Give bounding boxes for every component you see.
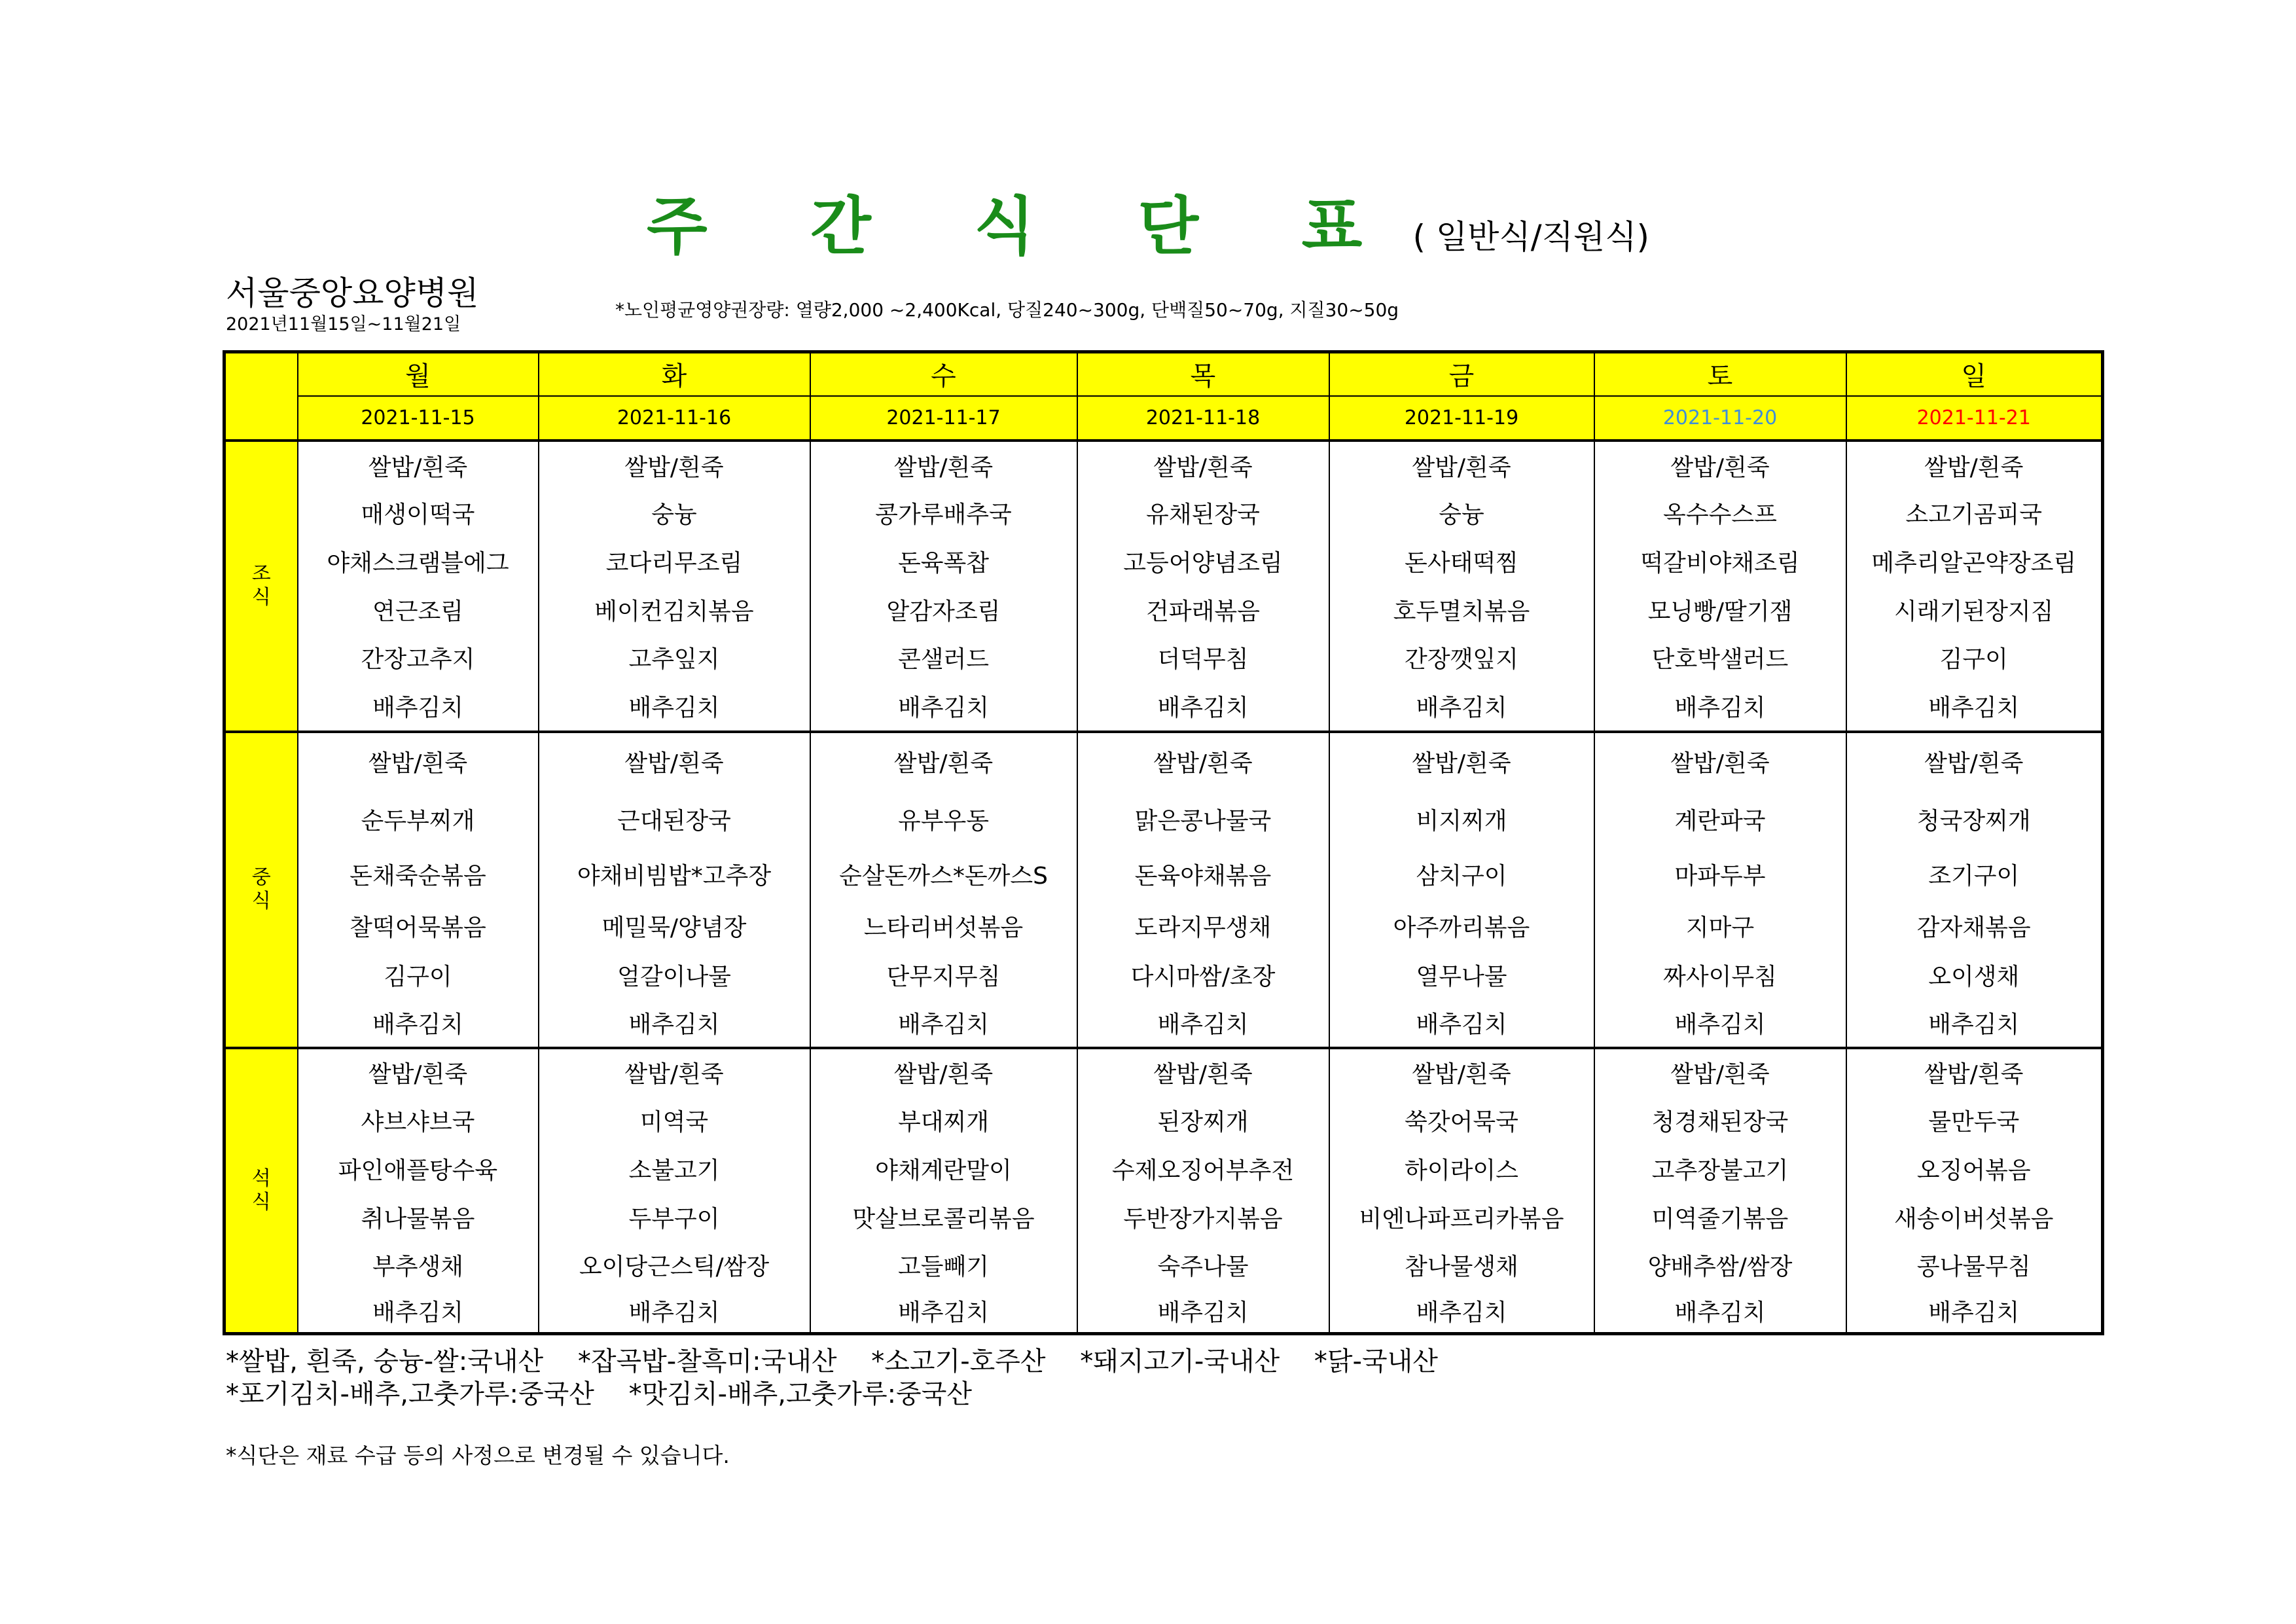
date-header: 2021-11-17 bbox=[810, 396, 1077, 441]
menu-item: 모닝빵/딸기잼 bbox=[1594, 585, 1846, 634]
menu-item: 코다리무조림 bbox=[539, 537, 810, 586]
menu-item: 배추김치 bbox=[1846, 998, 2103, 1048]
menu-item: 간장깻잎지 bbox=[1329, 634, 1594, 682]
menu-item: 쌀밥/흰죽 bbox=[1594, 732, 1846, 790]
menu-item: 연근조림 bbox=[298, 585, 539, 634]
menu-item: 돈채죽순볶음 bbox=[298, 848, 539, 900]
menu-item: 쌀밥/흰죽 bbox=[1594, 1048, 1846, 1096]
menu-item: 배추김치 bbox=[1329, 682, 1594, 732]
menu-item: 배추김치 bbox=[539, 1290, 810, 1334]
menu-item: 알감자조림 bbox=[810, 585, 1077, 634]
menu-item: 마파두부 bbox=[1594, 848, 1846, 900]
menu-item: 참나물생채 bbox=[1329, 1241, 1594, 1290]
menu-item: 메밀묵/양념장 bbox=[539, 900, 810, 952]
menu-item: 샤브샤브국 bbox=[298, 1096, 539, 1145]
menu-item: 쌀밥/흰죽 bbox=[1329, 441, 1594, 489]
menu-item: 부대찌개 bbox=[810, 1096, 1077, 1145]
page-title: 주 간 식 단 표 bbox=[646, 190, 1403, 263]
menu-item: 두반장가지볶음 bbox=[1077, 1193, 1329, 1241]
menu-item: 배추김치 bbox=[298, 998, 539, 1048]
menu-item: 숭늉 bbox=[539, 489, 810, 537]
menu-item: 배추김치 bbox=[1077, 682, 1329, 732]
menu-item: 콩나물무침 bbox=[1846, 1241, 2103, 1290]
menu-item: 쌀밥/흰죽 bbox=[1846, 732, 2103, 790]
menu-item: 야채스크램블에그 bbox=[298, 537, 539, 586]
menu-item: 조기구이 bbox=[1846, 848, 2103, 900]
menu-row bbox=[224, 1096, 2103, 1145]
day-header: 월 bbox=[298, 352, 539, 396]
menu-item: 돈육야채볶음 bbox=[1077, 848, 1329, 900]
menu-item: 비엔나파프리카볶음 bbox=[1329, 1193, 1594, 1241]
menu-item: 하이라이스 bbox=[1329, 1144, 1594, 1193]
day-header: 목 bbox=[1077, 352, 1329, 396]
menu-item: 비지찌개 bbox=[1329, 790, 1594, 848]
menu-item: 쌀밥/흰죽 bbox=[1077, 732, 1329, 790]
menu-table bbox=[223, 350, 2104, 1335]
menu-item: 찰떡어묵볶음 bbox=[298, 900, 539, 952]
menu-item: 쌀밥/흰죽 bbox=[810, 1048, 1077, 1096]
meal-label bbox=[224, 732, 298, 1048]
menu-item: 쌀밥/흰죽 bbox=[1329, 1048, 1594, 1096]
menu-item: 양배추쌈/쌈장 bbox=[1594, 1241, 1846, 1290]
menu-item: 배추김치 bbox=[1846, 682, 2103, 732]
meal-label-bottom: 식 bbox=[251, 890, 271, 913]
meal-label-top: 석 bbox=[251, 1167, 271, 1190]
menu-item: 배추김치 bbox=[1077, 998, 1329, 1048]
menu-item: 쌀밥/흰죽 bbox=[1846, 1048, 2103, 1096]
menu-item: 수제오징어부추전 bbox=[1077, 1144, 1329, 1193]
menu-item: 소고기곰피국 bbox=[1846, 489, 2103, 537]
menu-item: 취나물볶음 bbox=[298, 1193, 539, 1241]
date-header: 2021-11-20 bbox=[1594, 396, 1846, 441]
menu-item: 쑥갓어묵국 bbox=[1329, 1096, 1594, 1145]
menu-item: 시래기된장지짐 bbox=[1846, 585, 2103, 634]
menu-item: 배추김치 bbox=[1077, 1290, 1329, 1334]
menu-item: 쌀밥/흰죽 bbox=[539, 441, 810, 489]
menu-item: 맑은콩나물국 bbox=[1077, 790, 1329, 848]
day-header: 수 bbox=[810, 352, 1077, 396]
menu-item: 오징어볶음 bbox=[1846, 1144, 2103, 1193]
date-header: 2021-11-15 bbox=[298, 396, 539, 441]
meal-label bbox=[224, 1048, 298, 1333]
menu-item: 미역국 bbox=[539, 1096, 810, 1145]
menu-item: 오이당근스틱/쌈장 bbox=[539, 1241, 810, 1290]
origin-note: *쌀밥, 흰죽, 숭늉-쌀:국내산 bbox=[226, 1346, 544, 1377]
menu-row bbox=[224, 634, 2103, 682]
menu-item: 삼치구이 bbox=[1329, 848, 1594, 900]
menu-item: 배추김치 bbox=[1329, 998, 1594, 1048]
menu-item: 숙주나물 bbox=[1077, 1241, 1329, 1290]
menu-item: 배추김치 bbox=[1594, 998, 1846, 1048]
footer-note: *식단은 재료 수급 등의 사정으로 변경될 수 있습니다. bbox=[226, 1443, 730, 1468]
menu-item: 단호박샐러드 bbox=[1594, 634, 1846, 682]
day-header: 화 bbox=[539, 352, 810, 396]
menu-row bbox=[224, 585, 2103, 634]
menu-item: 숭늉 bbox=[1329, 489, 1594, 537]
menu-item: 맛살브로콜리볶음 bbox=[810, 1193, 1077, 1241]
menu-row bbox=[224, 900, 2103, 952]
date-header: 2021-11-21 bbox=[1846, 396, 2103, 441]
menu-period: 2021년11월15일~11월21일 bbox=[226, 314, 461, 334]
menu-item: 쌀밥/흰죽 bbox=[810, 441, 1077, 489]
menu-item: 콩가루배추국 bbox=[810, 489, 1077, 537]
menu-item: 배추김치 bbox=[1846, 1290, 2103, 1334]
menu-item: 순살돈까스*돈까스S bbox=[810, 848, 1077, 900]
menu-row bbox=[224, 489, 2103, 537]
menu-item: 열무나물 bbox=[1329, 952, 1594, 999]
menu-item: 배추김치 bbox=[810, 682, 1077, 732]
menu-item: 간장고추지 bbox=[298, 634, 539, 682]
menu-item: 쌀밥/흰죽 bbox=[1329, 732, 1594, 790]
menu-item: 배추김치 bbox=[1594, 1290, 1846, 1334]
title-block bbox=[0, 177, 2296, 266]
origin-note: *잡곡밥-찰흑미:국내산 bbox=[577, 1346, 837, 1377]
menu-item: 매생이떡국 bbox=[298, 489, 539, 537]
menu-item: 쌀밥/흰죽 bbox=[1077, 441, 1329, 489]
menu-item: 호두멸치볶음 bbox=[1329, 585, 1594, 634]
meal-label bbox=[224, 441, 298, 731]
menu-item: 오이생채 bbox=[1846, 952, 2103, 999]
menu-row bbox=[224, 952, 2103, 999]
menu-item: 계란파국 bbox=[1594, 790, 1846, 848]
menu-item: 배추김치 bbox=[539, 682, 810, 732]
origin-line-2 bbox=[226, 1373, 998, 1411]
menu-item: 도라지무생채 bbox=[1077, 900, 1329, 952]
menu-item: 아주까리볶음 bbox=[1329, 900, 1594, 952]
date-header: 2021-11-19 bbox=[1329, 396, 1594, 441]
menu-item: 고추잎지 bbox=[539, 634, 810, 682]
menu-item: 부추생채 bbox=[298, 1241, 539, 1290]
menu-item: 쌀밥/흰죽 bbox=[298, 1048, 539, 1096]
menu-item: 유채된장국 bbox=[1077, 489, 1329, 537]
menu-item: 쌀밥/흰죽 bbox=[810, 732, 1077, 790]
page-subtitle: ( 일반식/직원식) bbox=[1412, 218, 1650, 256]
menu-item: 두부구이 bbox=[539, 1193, 810, 1241]
menu-item: 배추김치 bbox=[539, 998, 810, 1048]
origin-note: *포기김치-배추,고춧가루:중국산 bbox=[226, 1379, 594, 1409]
menu-item: 고들빼기 bbox=[810, 1241, 1077, 1290]
menu-row bbox=[224, 848, 2103, 900]
menu-item: 배추김치 bbox=[1594, 682, 1846, 732]
hospital-name: 서울중앙요양병원 bbox=[226, 274, 479, 312]
menu-item: 콘샐러드 bbox=[810, 634, 1077, 682]
menu-item: 된장찌개 bbox=[1077, 1096, 1329, 1145]
menu-row bbox=[224, 682, 2103, 732]
menu-item: 쌀밥/흰죽 bbox=[539, 732, 810, 790]
menu-item: 소불고기 bbox=[539, 1144, 810, 1193]
menu-item: 쌀밥/흰죽 bbox=[1077, 1048, 1329, 1096]
menu-item: 쌀밥/흰죽 bbox=[1846, 441, 2103, 489]
menu-item: 건파래볶음 bbox=[1077, 585, 1329, 634]
date-header: 2021-11-16 bbox=[539, 396, 810, 441]
menu-item: 쌀밥/흰죽 bbox=[298, 441, 539, 489]
menu-item: 김구이 bbox=[1846, 634, 2103, 682]
menu-item: 순두부찌개 bbox=[298, 790, 539, 848]
menu-item: 배추김치 bbox=[810, 998, 1077, 1048]
menu-item: 야채계란말이 bbox=[810, 1144, 1077, 1193]
origin-note: *돼지고기-국내산 bbox=[1080, 1346, 1280, 1377]
menu-item: 더덕무침 bbox=[1077, 634, 1329, 682]
menu-item: 돈사태떡찜 bbox=[1329, 537, 1594, 586]
menu-row bbox=[224, 1241, 2103, 1290]
day-header: 일 bbox=[1846, 352, 2103, 396]
menu-row bbox=[224, 537, 2103, 586]
menu-item: 배추김치 bbox=[810, 1290, 1077, 1334]
menu-item: 배추김치 bbox=[298, 682, 539, 732]
header-corner bbox=[224, 352, 298, 441]
meal-label-top: 중 bbox=[251, 866, 271, 890]
menu-item: 얼갈이나물 bbox=[539, 952, 810, 999]
date-header: 2021-11-18 bbox=[1077, 396, 1329, 441]
menu-item: 배추김치 bbox=[1329, 1290, 1594, 1334]
menu-item: 감자채볶음 bbox=[1846, 900, 2103, 952]
menu-item: 고등어양념조림 bbox=[1077, 537, 1329, 586]
menu-item: 파인애플탕수육 bbox=[298, 1144, 539, 1193]
day-header: 토 bbox=[1594, 352, 1846, 396]
menu-item: 쌀밥/흰죽 bbox=[1594, 441, 1846, 489]
meal-label-top: 조 bbox=[251, 562, 271, 586]
origin-note: *닭-국내산 bbox=[1314, 1346, 1438, 1377]
menu-row bbox=[224, 1290, 2103, 1334]
menu-item: 고추장불고기 bbox=[1594, 1144, 1846, 1193]
menu-item: 짜사이무침 bbox=[1594, 952, 1846, 999]
menu-item: 물만두국 bbox=[1846, 1096, 2103, 1145]
menu-item: 야채비빔밥*고추장 bbox=[539, 848, 810, 900]
menu-item: 다시마쌈/초장 bbox=[1077, 952, 1329, 999]
menu-item: 새송이버섯볶음 bbox=[1846, 1193, 2103, 1241]
menu-item: 단무지무침 bbox=[810, 952, 1077, 999]
menu-item: 지마구 bbox=[1594, 900, 1846, 952]
menu-item: 유부우동 bbox=[810, 790, 1077, 848]
menu-row bbox=[224, 732, 2103, 790]
menu-row bbox=[224, 1193, 2103, 1241]
nutrition-note: *노인평균영양권장량: 열량2,000 ~2,400Kcal, 당질240~300g, 단백질50~70g, 지질30~50g bbox=[615, 299, 1399, 321]
meal-label-bottom: 식 bbox=[251, 1191, 271, 1214]
origin-note: *맛김치-배추,고춧가루:중국산 bbox=[628, 1379, 972, 1409]
menu-row bbox=[224, 790, 2103, 848]
menu-item: 쌀밥/흰죽 bbox=[298, 732, 539, 790]
origin-line-1 bbox=[226, 1341, 1464, 1378]
origin-note: *소고기-호주산 bbox=[871, 1346, 1046, 1377]
menu-row bbox=[224, 998, 2103, 1048]
menu-item: 떡갈비야채조림 bbox=[1594, 537, 1846, 586]
menu-item: 배추김치 bbox=[298, 1290, 539, 1334]
meal-label-bottom: 식 bbox=[251, 586, 271, 609]
menu-item: 미역줄기볶음 bbox=[1594, 1193, 1846, 1241]
day-header: 금 bbox=[1329, 352, 1594, 396]
menu-item: 근대된장국 bbox=[539, 790, 810, 848]
menu-item: 베이컨김치볶음 bbox=[539, 585, 810, 634]
menu-item: 돈육폭찹 bbox=[810, 537, 1077, 586]
menu-item: 느타리버섯볶음 bbox=[810, 900, 1077, 952]
menu-item: 김구이 bbox=[298, 952, 539, 999]
menu-item: 쌀밥/흰죽 bbox=[539, 1048, 810, 1096]
menu-row bbox=[224, 441, 2103, 489]
menu-item: 청국장찌개 bbox=[1846, 790, 2103, 848]
menu-item: 청경채된장국 bbox=[1594, 1096, 1846, 1145]
menu-row bbox=[224, 1144, 2103, 1193]
menu-row bbox=[224, 1048, 2103, 1096]
menu-item: 옥수수스프 bbox=[1594, 489, 1846, 537]
menu-item: 메추리알곤약장조림 bbox=[1846, 537, 2103, 586]
